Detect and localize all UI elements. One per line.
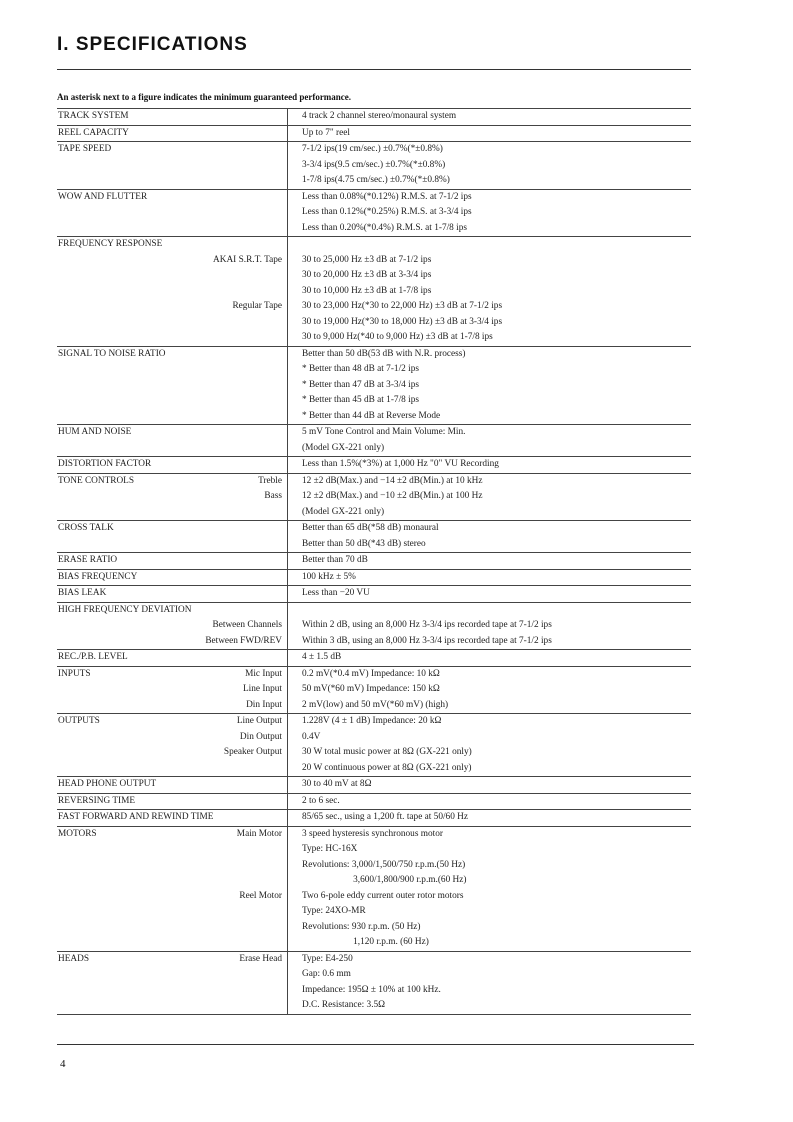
spec-value: 30 to 10,000 Hz ±3 dB at 1-7/8 ips	[302, 285, 432, 296]
spec-value: 30 to 25,000 Hz ±3 dB at 7-1/2 ips	[302, 254, 432, 265]
spec-value-cell	[288, 650, 691, 666]
spec-value: 50 mV(*60 mV) Impedance: 150 kΩ	[302, 684, 440, 694]
spec-value: Less than 0.20%(*0.4%) R.M.S. at 1-7/8 ips	[302, 222, 468, 233]
spec-name: REEL CAPACITY	[58, 127, 129, 138]
spec-row	[57, 474, 691, 522]
spec-value-cell	[288, 521, 691, 552]
spec-name: HEAD PHONE OUTPUT	[58, 779, 157, 789]
spec-value-cell	[288, 237, 691, 346]
spec-row	[57, 603, 691, 651]
spec-name: DISTORTION FACTOR	[58, 459, 152, 469]
spec-value-cell	[288, 777, 691, 793]
spec-value-cell	[288, 603, 691, 650]
spec-sub-name: Mic Input	[245, 668, 282, 679]
spec-label-cell	[57, 521, 288, 552]
spec-value: * Better than 48 dB at 7-1/2 ips	[302, 364, 419, 374]
spec-value: Two 6-pole eddy current outer rotor motors	[302, 890, 464, 901]
spec-name: TAPE SPEED	[58, 144, 112, 154]
spec-value: Impedance: 195Ω ± 10% at 100 kHz.	[302, 984, 441, 995]
spec-value: 0.2 mV(*0.4 mV) Impedance: 10 kΩ	[302, 668, 440, 679]
spec-value: Better than 65 dB(*58 dB) monaural	[302, 523, 439, 533]
spec-value: 1.228V (4 ± 1 dB) Impedance: 20 kΩ	[302, 716, 442, 726]
spec-name: HEADS	[58, 953, 89, 964]
spec-row	[57, 521, 691, 553]
spec-value: 4 track 2 channel stereo/monaural system	[302, 111, 457, 121]
spec-value: 100 kHz ± 5%	[302, 571, 356, 582]
spec-value-cell	[288, 474, 691, 521]
spec-row	[57, 570, 691, 587]
spec-value: 5 mV Tone Control and Main Volume: Min.	[302, 427, 466, 437]
spec-sub-name: Erase Head	[239, 953, 282, 964]
spec-row	[57, 952, 691, 1015]
spec-sub-name: Reel Motor	[239, 890, 282, 901]
spec-row	[57, 810, 691, 827]
spec-value: 30 to 19,000 Hz(*30 to 18,000 Hz) ±3 dB at 3-3/4 ips	[302, 316, 503, 327]
spec-sub-name: Regular Tape	[232, 301, 282, 311]
spec-value: Less than 0.12%(*0.25%) R.M.S. at 3-3/4 ips	[302, 207, 472, 217]
spec-name: REC./P.B. LEVEL	[58, 652, 128, 662]
page-number: 4	[60, 1058, 66, 1070]
spec-sub-name: Between FWD/REV	[205, 635, 282, 646]
spec-value: 12 ±2 dB(Max.) and −10 ±2 dB(Min.) at 100 Hz	[302, 491, 483, 501]
spec-sub-name: Line Output	[236, 716, 282, 726]
spec-row	[57, 108, 691, 126]
spec-value: 3 speed hysteresis synchronous motor	[302, 828, 443, 839]
spec-row	[57, 457, 691, 474]
spec-row	[57, 586, 691, 603]
spec-value-cell	[288, 827, 691, 951]
spec-label-cell	[57, 952, 288, 1014]
spec-sub-name: Line Input	[243, 684, 282, 694]
spec-value: Within 2 dB, using an 8,000 Hz 3-3/4 ips recorded tape at 7-1/2 ips	[302, 620, 552, 630]
spec-label-cell	[57, 650, 288, 666]
spec-label-cell	[57, 457, 288, 473]
spec-value-cell	[288, 126, 691, 142]
spec-name: SIGNAL TO NOISE RATIO	[58, 348, 166, 359]
asterisk-note: An asterisk next to a figure indicates the minimum guaranteed performance.	[57, 92, 352, 102]
spec-label-cell	[57, 810, 288, 826]
spec-sub-name: Main Motor	[236, 828, 282, 839]
spec-label-cell	[57, 109, 288, 125]
spec-value: 2 mV(low) and 50 mV(*60 mV) (high)	[302, 699, 449, 710]
spec-name: FAST FORWARD AND REWIND TIME	[58, 812, 214, 822]
spec-sub-name: AKAI S.R.T. Tape	[213, 254, 282, 265]
spec-label-cell	[57, 570, 288, 586]
spec-value: 3-3/4 ips(9.5 cm/sec.) ±0.7%(*±0.8%)	[302, 159, 446, 170]
spec-label-cell	[57, 347, 288, 425]
spec-value-cell	[288, 714, 691, 776]
spec-row	[57, 794, 691, 811]
spec-sub-name: Din Output	[239, 731, 282, 742]
spec-row	[57, 237, 691, 347]
spec-value: Type: 24XO-MR	[302, 906, 366, 916]
spec-value-cell	[288, 570, 691, 586]
spec-value: 3,600/1,800/900 r.p.m.(60 Hz)	[302, 875, 467, 885]
page-title: I. SPECIFICATIONS	[57, 34, 248, 55]
spec-value-cell	[288, 142, 691, 189]
spec-value: Type: E4-250	[302, 953, 353, 964]
spec-name: HUM AND NOISE	[58, 427, 132, 437]
spec-label-cell	[57, 190, 288, 237]
spec-label-cell	[57, 714, 288, 776]
spec-value-cell	[288, 586, 691, 602]
spec-row	[57, 650, 691, 667]
spec-row	[57, 347, 691, 426]
spec-name: CROSS TALK	[58, 523, 114, 533]
spec-row	[57, 126, 691, 143]
spec-label-cell	[57, 667, 288, 714]
spec-sub-name: Bass	[264, 491, 282, 501]
spec-name: MOTORS	[58, 828, 97, 839]
spec-label-cell	[57, 777, 288, 793]
spec-value: Up to 7" reel	[302, 127, 350, 138]
spec-value-cell	[288, 952, 691, 1014]
spec-row	[57, 777, 691, 794]
spec-name: REVERSING TIME	[58, 795, 136, 806]
spec-label-cell	[57, 425, 288, 456]
spec-value: D.C. Resistance: 3.5Ω	[302, 1000, 386, 1010]
spec-name: INPUTS	[58, 668, 91, 679]
spec-value: Less than 0.08%(*0.12%) R.M.S. at 7-1/2 ips	[302, 191, 472, 202]
spec-sub-name: Speaker Output	[223, 747, 282, 757]
spec-name: OUTPUTS	[58, 716, 100, 726]
spec-row	[57, 667, 691, 715]
spec-value: 30 to 9,000 Hz(*40 to 9,000 Hz) ±3 dB at 1-7/8 ips	[302, 332, 493, 342]
spec-value: 4 ± 1.5 dB	[302, 652, 342, 662]
spec-sub-name: Din Input	[246, 699, 282, 710]
spec-value: Less than −20 VU	[302, 588, 370, 598]
spec-value: Better than 50 dB(53 dB with N.R. process)	[302, 348, 466, 359]
spec-label-cell	[57, 827, 288, 951]
spec-row	[57, 827, 691, 952]
spec-value: Revolutions: 3,000/1,500/750 r.p.m.(50 Hz)	[302, 859, 466, 870]
spec-label-cell	[57, 142, 288, 189]
spec-name: WOW AND FLUTTER	[58, 191, 148, 202]
spec-value: 12 ±2 dB(Max.) and −14 ±2 dB(Min.) at 10 kHz	[302, 475, 483, 486]
specifications-table	[57, 108, 691, 1015]
spec-value: * Better than 45 dB at 1-7/8 ips	[302, 395, 419, 405]
spec-value-cell	[288, 190, 691, 237]
spec-value-cell	[288, 667, 691, 714]
spec-row	[57, 714, 691, 777]
spec-value: 30 W total music power at 8Ω (GX-221 only)	[302, 747, 472, 757]
spec-value: * Better than 44 dB at Reverse Mode	[302, 410, 441, 421]
spec-label-cell	[57, 474, 288, 521]
spec-value-cell	[288, 109, 691, 125]
spec-value-cell	[288, 425, 691, 456]
spec-value: Gap: 0.6 mm	[302, 969, 351, 979]
spec-label-cell	[57, 237, 288, 346]
spec-value: (Model GX-221 only)	[302, 442, 385, 453]
footer-rule	[57, 1044, 694, 1045]
spec-name: HIGH FREQUENCY DEVIATION	[58, 604, 192, 615]
spec-value: 30 to 20,000 Hz ±3 dB at 3-3/4 ips	[302, 270, 432, 280]
spec-value: 0.4V	[302, 731, 321, 742]
spec-value: Revolutions: 930 r.p.m. (50 Hz)	[302, 921, 421, 932]
spec-value: 1,120 r.p.m. (60 Hz)	[302, 937, 429, 947]
spec-label-cell	[57, 603, 288, 650]
spec-label-cell	[57, 586, 288, 602]
spec-value: 85/65 sec., using a 1,200 ft. tape at 50/60 Hz	[302, 812, 469, 822]
spec-value-cell	[288, 347, 691, 425]
spec-value: 1-7/8 ips(4.75 cm/sec.) ±0.7%(*±0.8%)	[302, 175, 450, 185]
spec-value: 20 W continuous power at 8Ω (GX-221 only)	[302, 762, 472, 773]
spec-value: 7-1/2 ips(19 cm/sec.) ±0.7%(*±0.8%)	[302, 144, 443, 154]
spec-value: 30 to 23,000 Hz(*30 to 22,000 Hz) ±3 dB at 7-1/2 ips	[302, 301, 503, 311]
spec-value: Within 3 dB, using an 8,000 Hz 3-3/4 ips recorded tape at 7-1/2 ips	[302, 635, 552, 646]
spec-value: (Model GX-221 only)	[302, 506, 385, 517]
spec-label-cell	[57, 126, 288, 142]
spec-row	[57, 553, 691, 570]
title-rule	[57, 69, 691, 70]
spec-row	[57, 190, 691, 238]
spec-sub-name: Treble	[258, 475, 282, 486]
spec-value: Type: HC-16X	[302, 844, 358, 854]
spec-value: 30 to 40 mV at 8Ω	[302, 779, 372, 789]
spec-value: * Better than 47 dB at 3-3/4 ips	[302, 379, 419, 390]
spec-value: Better than 70 dB	[302, 555, 368, 565]
spec-sub-name: Between Channels	[212, 620, 282, 630]
spec-value-cell	[288, 810, 691, 826]
spec-label-cell	[57, 794, 288, 810]
spec-value-cell	[288, 794, 691, 810]
spec-row	[57, 142, 691, 190]
spec-name: BIAS FREQUENCY	[58, 571, 138, 582]
spec-name: FREQUENCY RESPONSE	[58, 239, 163, 249]
spec-row	[57, 425, 691, 457]
spec-name: TRACK SYSTEM	[58, 111, 129, 121]
spec-name: ERASE RATIO	[58, 555, 118, 565]
spec-value: Less than 1.5%(*3%) at 1,000 Hz "0" VU Recording	[302, 459, 499, 469]
spec-value: 2 to 6 sec.	[302, 795, 340, 806]
spec-name: BIAS LEAK	[58, 588, 107, 598]
spec-name: TONE CONTROLS	[58, 475, 135, 486]
spec-label-cell	[57, 553, 288, 569]
spec-value-cell	[288, 457, 691, 473]
spec-value: Better than 50 dB(*43 dB) stereo	[302, 538, 426, 549]
spec-value-cell	[288, 553, 691, 569]
